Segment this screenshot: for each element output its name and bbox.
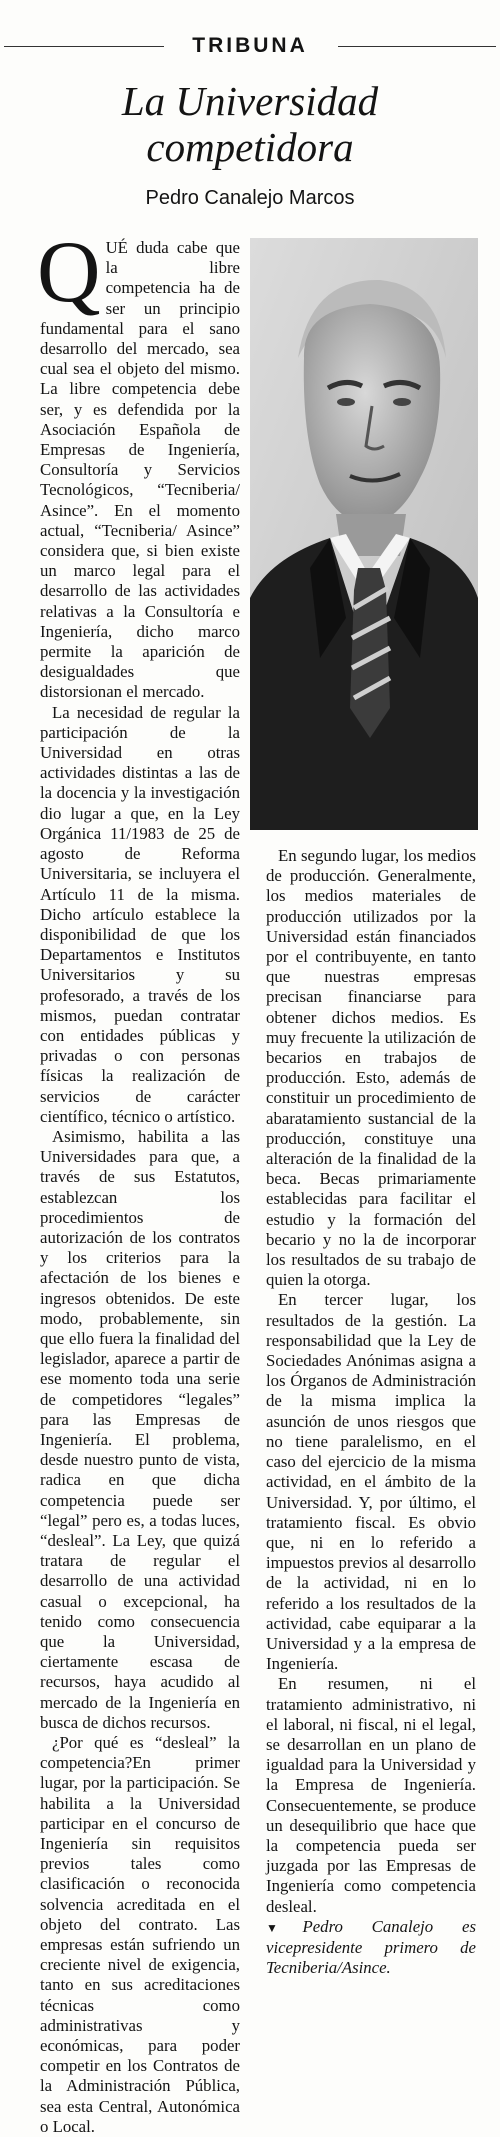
headline-line-2: competidora xyxy=(146,124,354,170)
headline xyxy=(0,78,500,170)
paragraph-5: En segundo lugar, los medios de producción. Generalmente, los medios materiales de producción utilizados por la Universidad están financiados por el contribuyente, en tanto que nuestras empresas precisan financiarse para obtener dichos medios. Es muy frecuente la utilización de becarios en trabajos de producción. Esto, además de constituir un procedimiento de abaratamiento sustancial de la producción, constituye una alteración de la finalidad de la beca. Becas primariamente establecidas para facilitar el estudio y la formación del becario y no la de incorporar los resultados de su trabajo de quien la otorga. xyxy=(266,846,476,1290)
author-photo xyxy=(250,238,478,830)
byline: Pedro Canalejo Marcos xyxy=(145,187,355,209)
paragraph-7: En resumen, ni el tratamiento administrativo, ni el laboral, ni fiscal, ni el legal, se desarrollan en un plano de igualdad para la Universidad y la Empresa de Ingeniería. Consecuentemente, se produce un desequilibrio que hace que la competencia pueda ser juzgada por las Empresas de Ingeniería como competencia desleal. xyxy=(266,1674,476,1916)
triangle-bullet-icon: ▼ xyxy=(266,1920,303,1935)
lead-paragraph xyxy=(37,224,240,703)
section-label: TRIBUNA xyxy=(192,34,308,57)
author-portrait-icon xyxy=(250,238,478,830)
paragraph-2: La necesidad de regular la participación de la Universidad en otras actividades distintas a las de la docencia y la investigación dio lugar a que, en la Ley Orgánica 11/1983 de 25 de agosto de Reforma Universitaria, se incluyera el Artículo 11 de la misma. Dicho artículo establece la disponibilidad de que los Departamentos e Institutos Universitarios y su profesorado, a través de los mismos, puedan contratar con entidades públicas y privadas o con personas físicas la realización de servicios de carácter científico, técnico o artístico. xyxy=(40,702,240,1126)
author-note xyxy=(266,1917,476,1979)
author-note-text: Pedro Canalejo es vicepresidente primero de Tecniberia/Asince. xyxy=(266,1916,476,1978)
drop-cap: Q xyxy=(37,224,101,321)
paragraph-4: ¿Por qué es “desleal” la competencia?En primer lugar, por la participación. Se habilita a la Universidad participar en el concurso de Ingeniería sin requisitos previos tales como clasificación o reconocida solvencia acreditada en el objeto del contrato. Las empresas están sufriendo un creciente nivel de exigencia, tanto en sus acreditaciones técnicas como administrativas y económicas, para poder competir en los Contratos de la Administración Pública, sea esta Central, Autonómica o Local. xyxy=(40,1733,240,2136)
article-column-2 xyxy=(266,846,476,1978)
article-column-1 xyxy=(37,224,240,2137)
paragraph-3: Asimismo, habilita a las Universidades para que, a través de sus Estatutos, establezcan los procedimientos de autorización de los contratos y los criterios para la afectación de los bienes e ingresos obtenidos. De este modo, probablemente, sin que ello fuera la finalidad del legislador, aparece a partir de ese momento toda una serie de competidores “legales” para las Empresas de Ingeniería. El problema, desde nuestro punto de vista, radica en que dicha competencia puede ser “legal” pero es, a todas luces, “desleal”. La Ley, que quizá tratara de regular el desarrollo de una actividad casual o excepcional, ha tenido como consecuencia que la Universidad, ciertamente escasa de recursos, haya acudido al mercado de la Ingeniería en busca de dichos recursos. xyxy=(40,1126,240,1732)
headline-line-1: La Universidad xyxy=(121,78,379,124)
paragraph-6: En tercer lugar, los resultados de la gestión. La responsabilidad que la Ley de Sociedades Anónimas asigna a los Órganos de Administración de la misma implica la asunción de unos riesgos que no tiene paralelismo, en el caso del ejercicio de la misma actividad, en el ámbito de la Universidad. Y, por último, el tratamiento fiscal. Es obvio que, ni en lo referido a impuestos previos al desarrollo de la actividad, ni en lo referido a los resultados de la actividad, cabe equiparar a la Universidad y a la empresa de Ingeniería. xyxy=(266,1290,476,1674)
lead-paragraph-text: UÉ duda cabe que la libre competencia ha de ser un principio fundamental para el sano desarrollo del mercado, sea cual sea el objeto del mismo. La libre competencia debe ser, y es defendida por la Asociación Española de Empresas de Ingeniería, Consultoría y Servicios Tecnológicos, “Tecniberia/ Asince”. En el momento actual, “Tecniberia/ Asince” considera que, si bien existe un marco legal para el desarrollo de las actividades relativas a la Consultoría e Ingeniería, dicho marco permite la aparición de desigualdades que distorsionan el mercado. xyxy=(40,238,240,702)
